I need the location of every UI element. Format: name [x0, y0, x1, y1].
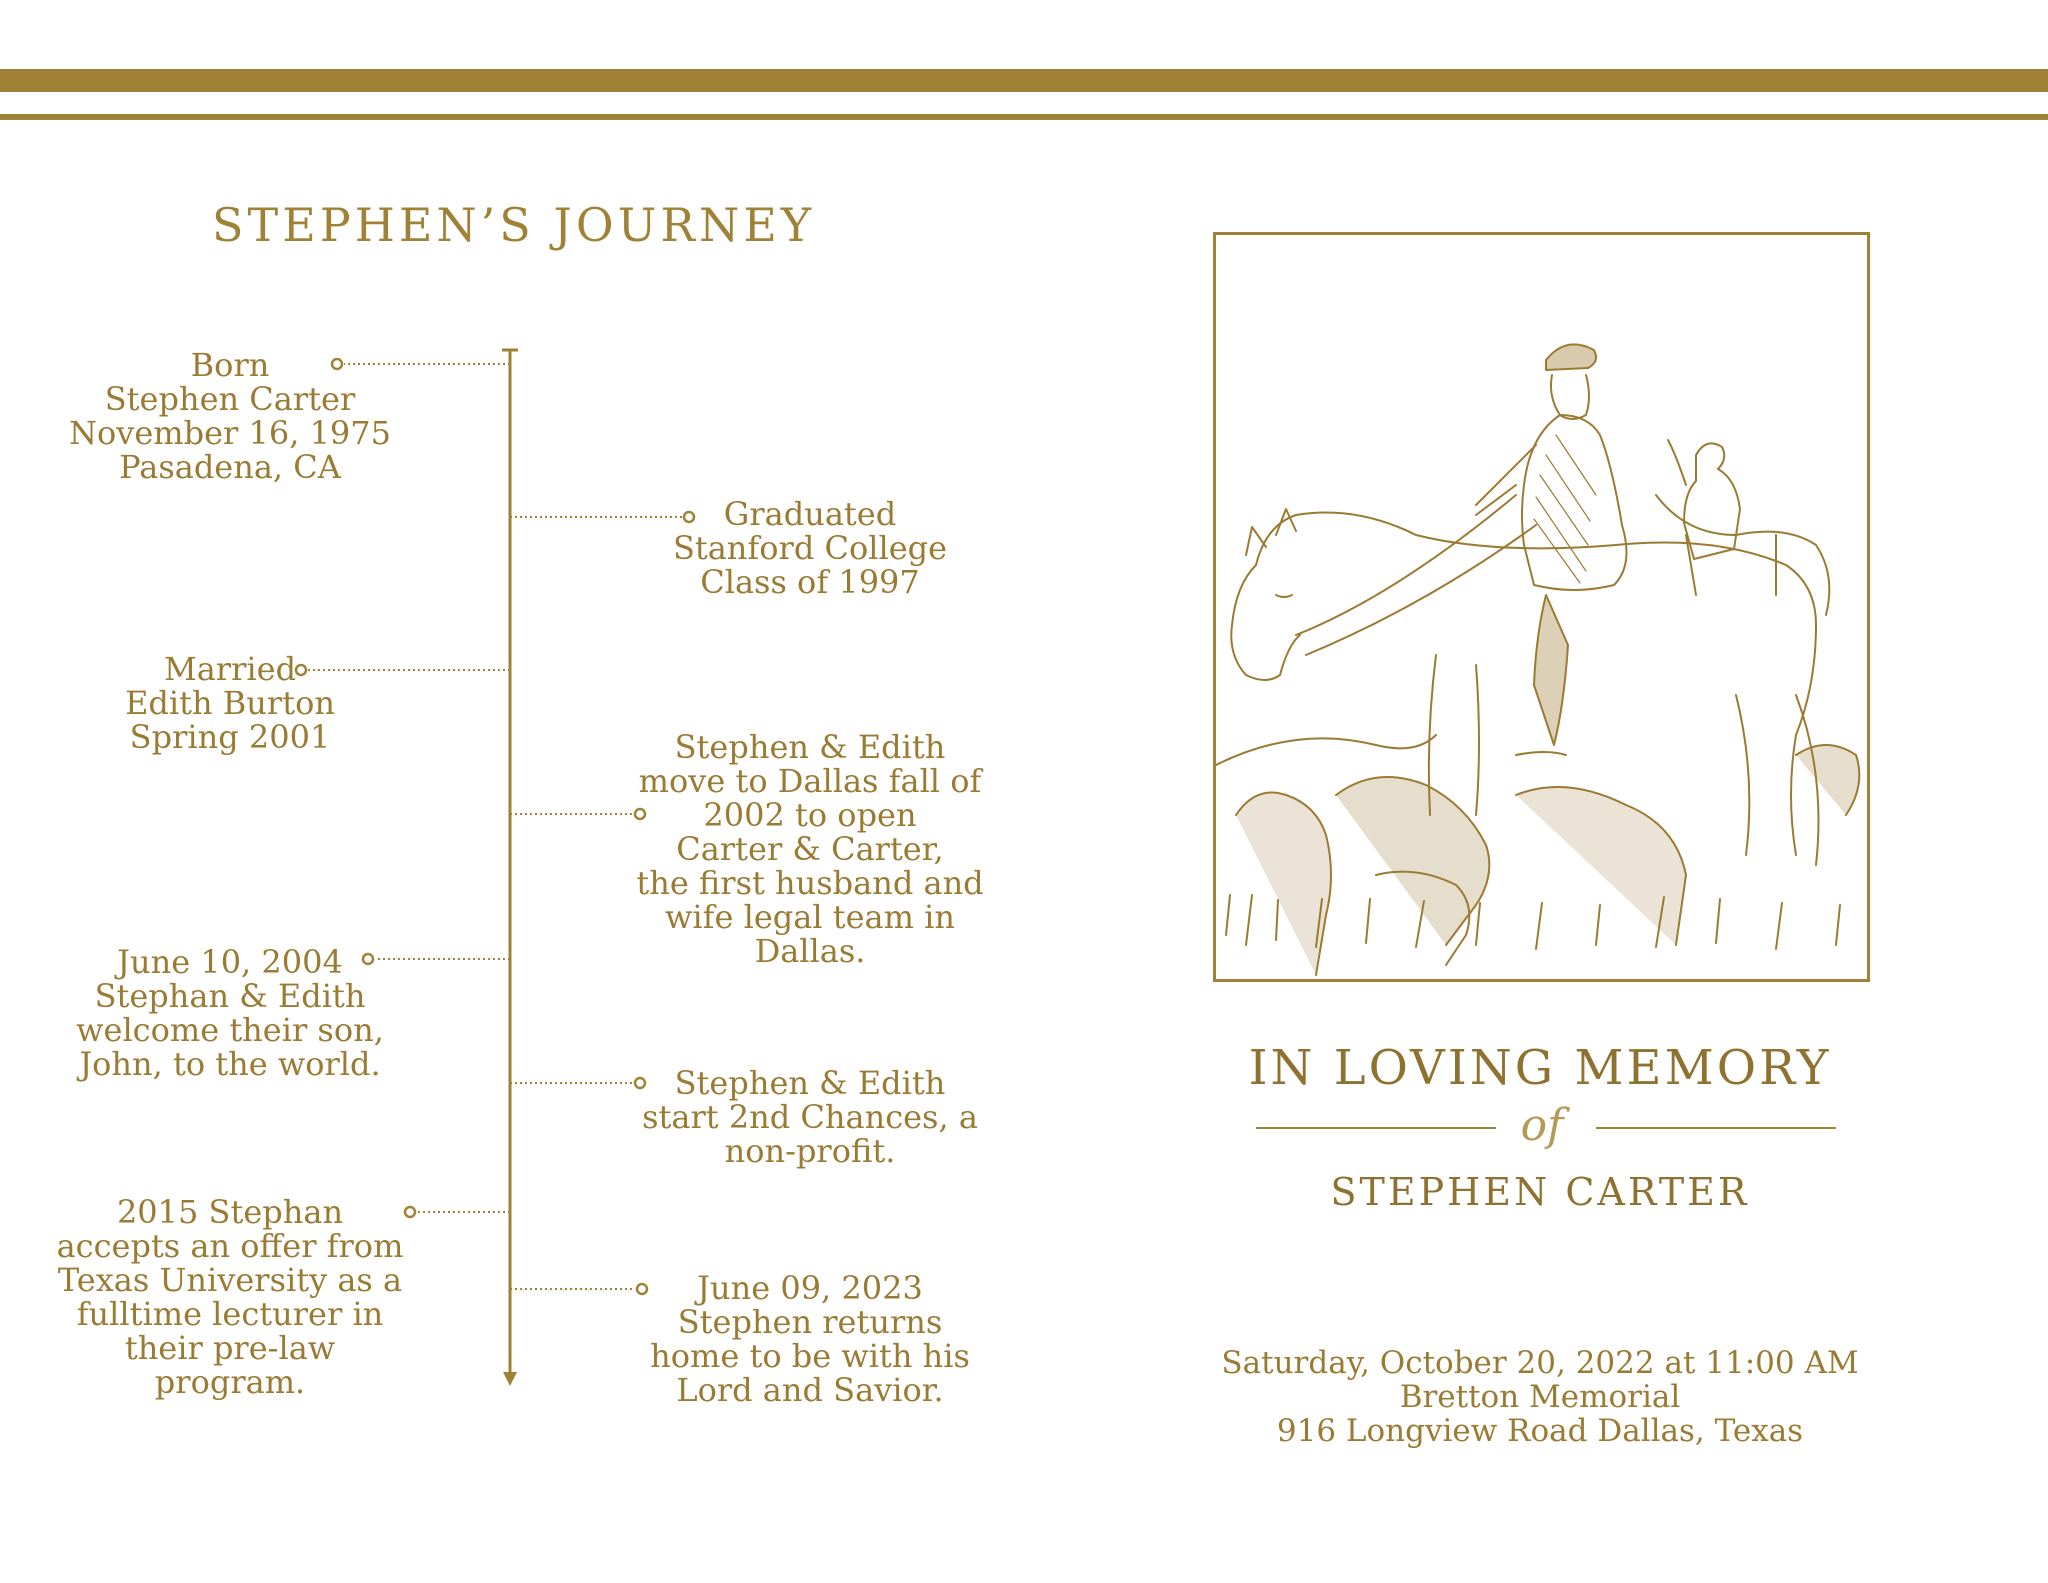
- timeline-entry-born: Born Stephen Carter November 16, 1975 Pasadena, CA: [68, 346, 391, 486]
- service-address: 916 Longview Road Dallas, Texas: [1276, 1413, 1804, 1449]
- rider-on-horse-illustration: [1216, 235, 1867, 979]
- memorial-name: STEPHEN CARTER: [1330, 1170, 1750, 1214]
- service-venue: Bretton Memorial: [1399, 1379, 1681, 1415]
- service-datetime: Saturday, October 20, 2022 at 11:00 AM: [1221, 1345, 1859, 1381]
- illustration-frame: [1213, 232, 1870, 982]
- timeline-entry-graduated: Graduated Stanford College Class of 1997: [672, 495, 948, 601]
- of-script-word: of: [1520, 1100, 1564, 1151]
- left-divider-line: [1256, 1127, 1496, 1129]
- right-divider-line: [1596, 1127, 1836, 1129]
- memorial-title: IN LOVING MEMORY: [1248, 1040, 1832, 1096]
- timeline-entry-son-born: June 10, 2004 Stephan & Edith welcome their son, John, to the world.: [76, 943, 384, 1083]
- journey-title: STEPHEN’S JOURNEY: [212, 198, 816, 252]
- timeline-entry-nonprofit: Stephen & Edith start 2nd Chances, a non-profit.: [642, 1064, 978, 1170]
- service-details: [1200, 1346, 1880, 1448]
- timeline-entry-married: Married Edith Burton Spring 2001: [125, 650, 335, 756]
- timeline-entry-lecturer: 2015 Stephan accepts an offer from Texas University as a fulltime lecturer in their pre-law program.: [56, 1193, 404, 1401]
- timeline-entry-passing: June 09, 2023 Stephen returns home to be with his Lord and Savior.: [650, 1269, 970, 1409]
- timeline-entry-dallas-move: Stephen & Edith move to Dallas fall of 2002 to open Carter & Carter, the first husband and wife legal team in Dallas.: [636, 728, 984, 970]
- timeline-arrowhead: [503, 1372, 517, 1386]
